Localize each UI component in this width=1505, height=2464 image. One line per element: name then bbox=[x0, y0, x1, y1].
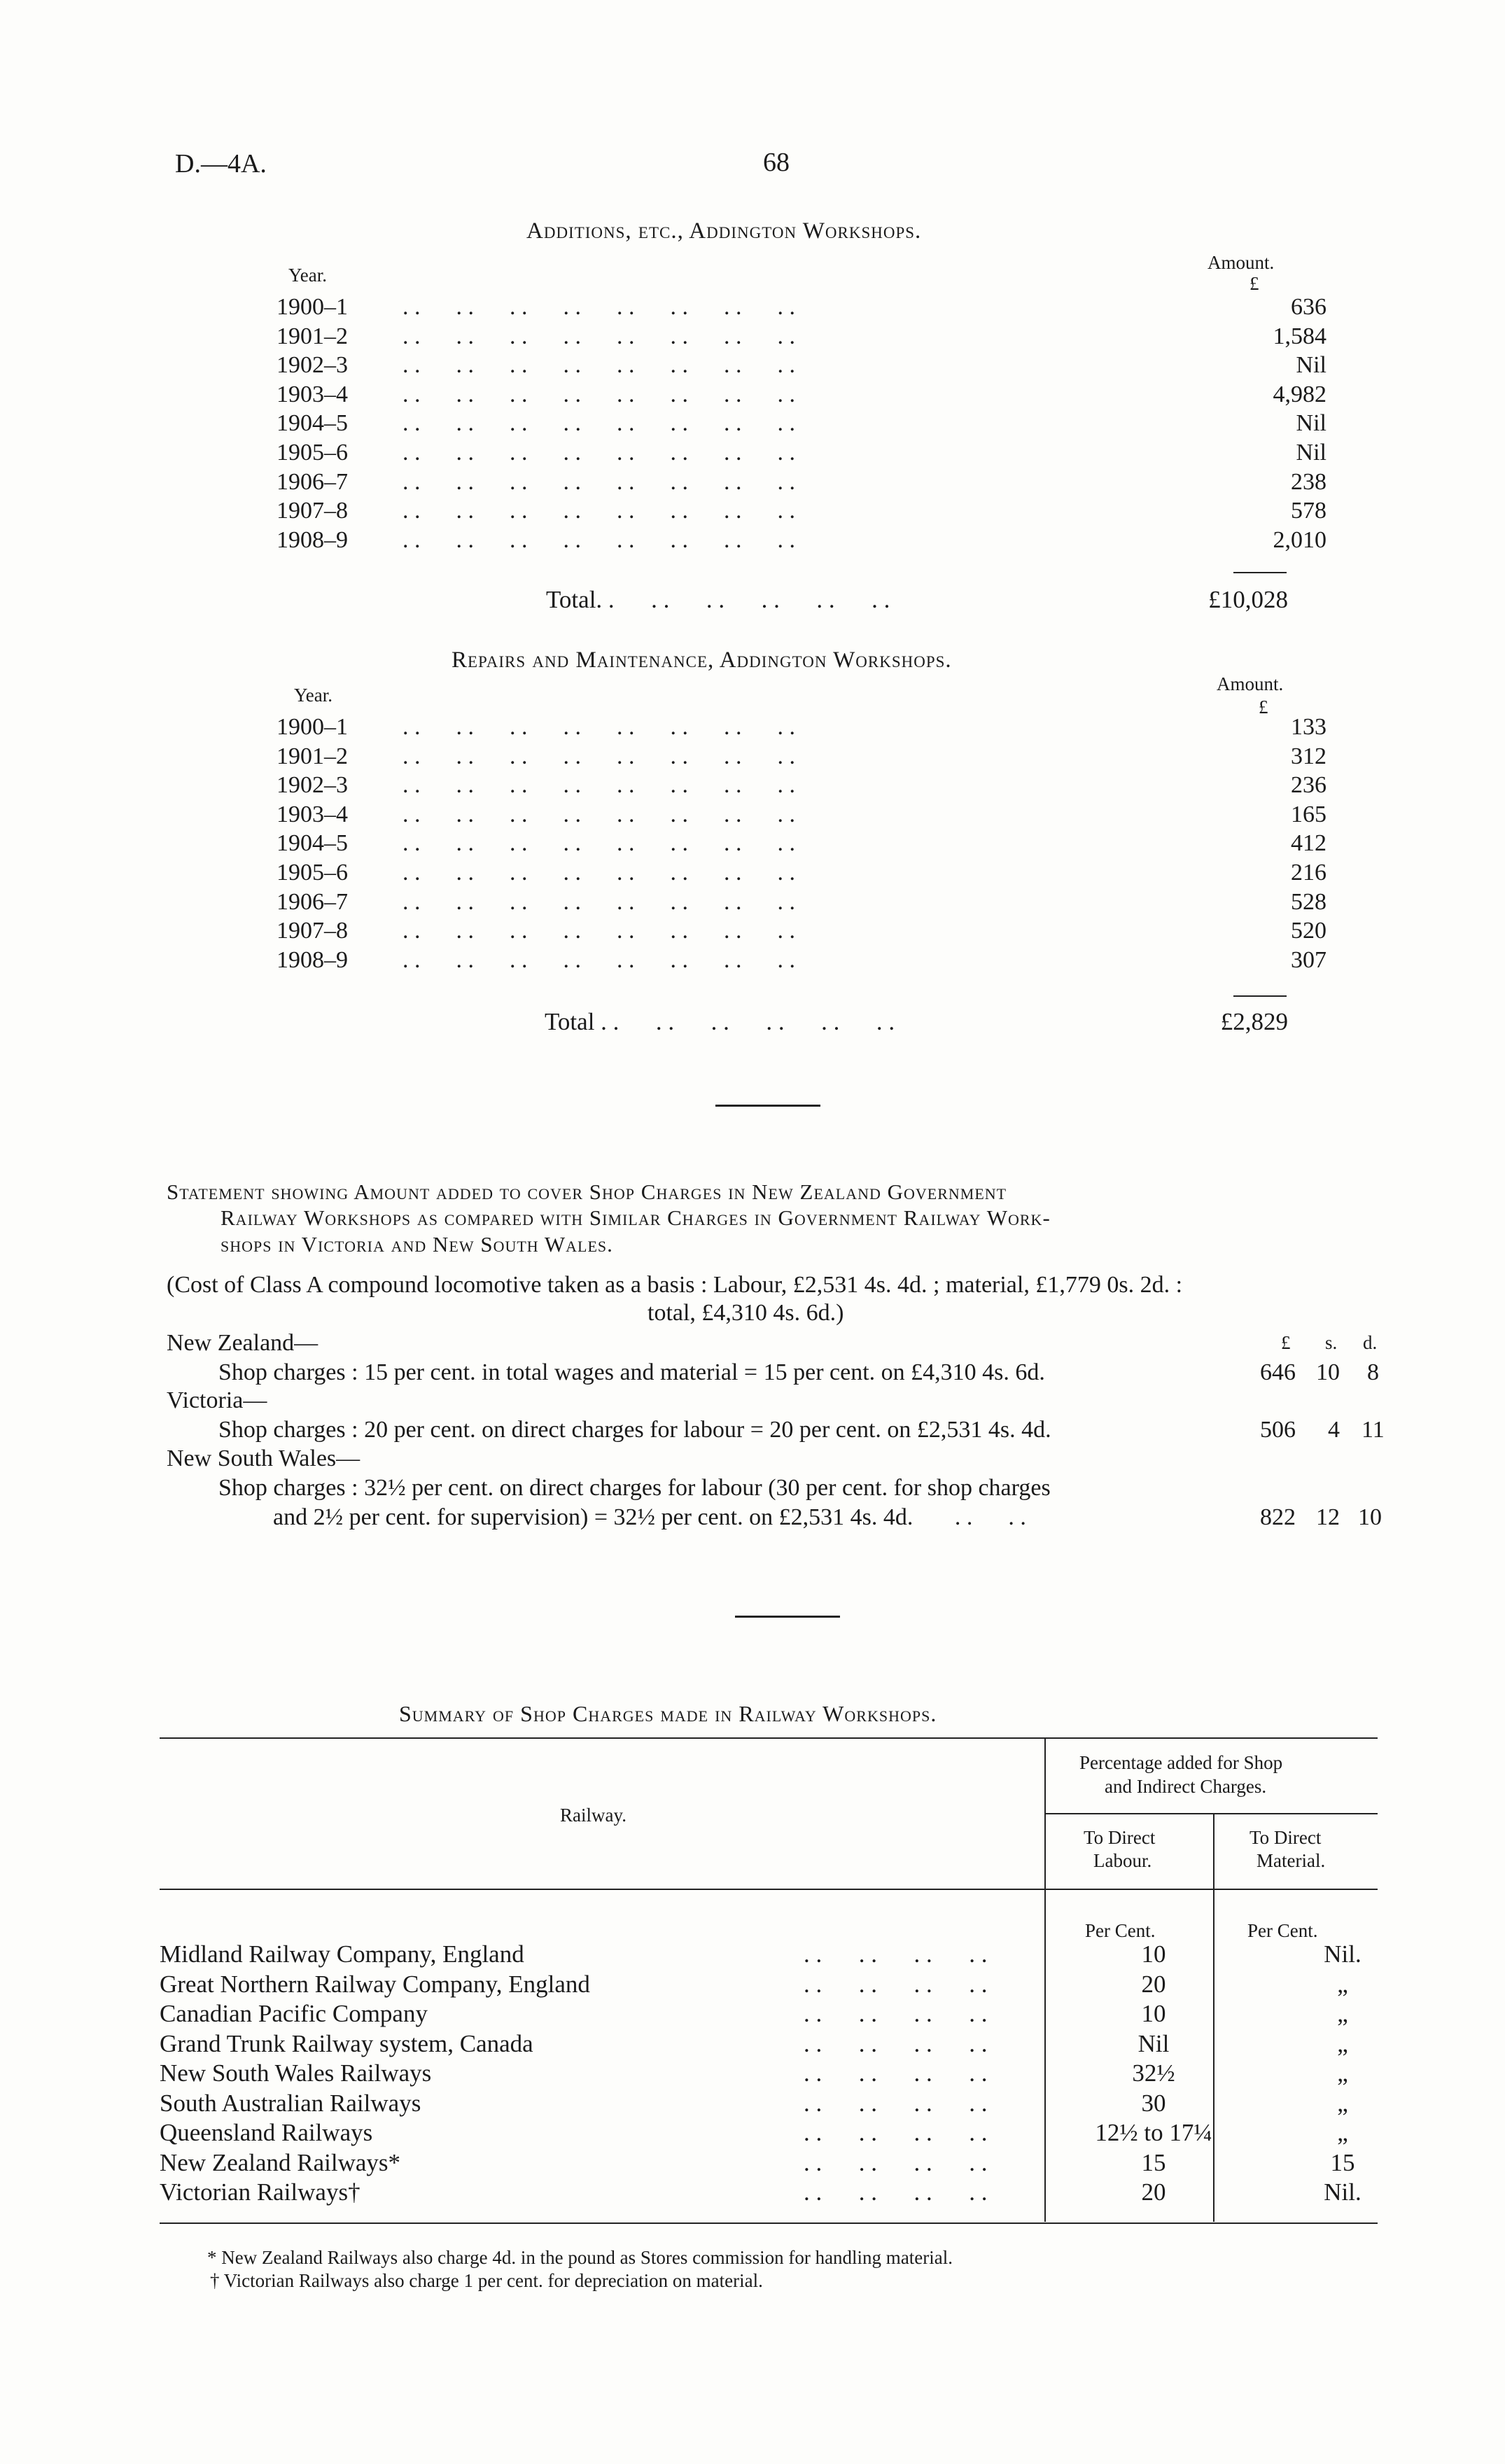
additions-leader-dots: . . . . . . . . . . . . . . . . bbox=[402, 323, 795, 349]
railway-name: Great Northern Railway Company, England bbox=[160, 1970, 590, 1998]
vic-text: Shop charges : 20 per cent. on direct charges for labour = 20 per cent. on £2,531 4s. 4d. bbox=[218, 1417, 1051, 1443]
nz-label: New Zealand— bbox=[167, 1330, 318, 1356]
vic-pence: 11 bbox=[1362, 1417, 1385, 1443]
additions-amount: 578 bbox=[1291, 498, 1326, 524]
direct-labour-value: 30 bbox=[1141, 2089, 1166, 2117]
railway-name: Midland Railway Company, England bbox=[160, 1940, 524, 1968]
repairs-year: 1900–1 bbox=[276, 714, 348, 740]
unit-material: Per Cent. bbox=[1247, 1920, 1318, 1941]
summary-leader-dots: . . . . . . . . bbox=[804, 2178, 988, 2206]
railway-name: Grand Trunk Railway system, Canada bbox=[160, 2029, 533, 2057]
repairs-amount: 412 bbox=[1291, 830, 1326, 857]
repairs-leader-dots: . . . . . . . . . . . . . . . . bbox=[402, 801, 795, 827]
repairs-leader-dots: . . . . . . . . . . . . . . . . bbox=[402, 830, 795, 857]
repairs-leader-dots: . . . . . . . . . . . . . . . . bbox=[402, 743, 795, 769]
additions-leader-dots: . . . . . . . . . . . . . . . . bbox=[402, 410, 795, 437]
col-pounds: £ bbox=[1281, 1332, 1291, 1353]
repairs-unit: £ bbox=[1259, 696, 1268, 718]
additions-year: 1900–1 bbox=[276, 294, 348, 320]
additions-amount-label: Amount. bbox=[1208, 252, 1275, 273]
railway-name: Queensland Railways bbox=[160, 2119, 373, 2146]
summary-group-rule bbox=[1044, 1813, 1378, 1814]
direct-material-value: 15 bbox=[1330, 2148, 1355, 2176]
nz-pounds: 646 bbox=[1260, 1359, 1296, 1385]
repairs-row bbox=[276, 714, 1326, 743]
additions-row bbox=[276, 527, 1326, 556]
unit-labour: Per Cent. bbox=[1085, 1920, 1156, 1941]
col-material-line1: To Direct bbox=[1250, 1827, 1322, 1848]
additions-row bbox=[276, 410, 1326, 440]
additions-amount: 2,010 bbox=[1273, 526, 1326, 553]
col-railway: Railway. bbox=[560, 1805, 626, 1826]
repairs-total-rule bbox=[1233, 995, 1287, 997]
vic-pounds: 506 bbox=[1260, 1417, 1296, 1443]
additions-total-row: Total. . . . . . . . . . . . £10,028 bbox=[546, 586, 1288, 613]
direct-labour-value: 20 bbox=[1141, 1970, 1166, 1998]
col-group-line2: and Indirect Charges. bbox=[1105, 1776, 1267, 1797]
statement-basis-line1: (Cost of Class A compound locomotive taken as a basis : Labour, £2,531 4s. 4d. ; material, £1,779 0s. 2d. : bbox=[167, 1272, 1183, 1298]
repairs-row bbox=[276, 743, 1326, 773]
repairs-year-label: Year. bbox=[294, 685, 333, 706]
additions-row bbox=[276, 469, 1326, 498]
summary-leader-dots: . . . . . . . . bbox=[804, 1970, 988, 1998]
direct-material-value: „ bbox=[1337, 2029, 1348, 2057]
railway-name: New Zealand Railways* bbox=[160, 2148, 401, 2176]
repairs-total-label: Total bbox=[545, 1008, 595, 1035]
nsw-text-line2: and 2½ per cent. for supervision) = 32½ per cent. on £2,531 4s. 4d. . . . . bbox=[273, 1504, 1026, 1530]
direct-material-value: „ bbox=[1337, 2059, 1348, 2087]
statement-title-line1: Statement showing Amount added to cover Shop Charges in New Zealand Government bbox=[167, 1180, 1007, 1204]
summary-leader-dots: . . . . . . . . bbox=[804, 2029, 988, 2057]
additions-amount: Nil bbox=[1296, 410, 1326, 437]
additions-year-label: Year. bbox=[288, 265, 328, 286]
direct-labour-value: 20 bbox=[1141, 2178, 1166, 2206]
repairs-amount: 520 bbox=[1291, 918, 1326, 944]
repairs-leader-dots: . . . . . . . . . . . . . . . . bbox=[402, 888, 795, 915]
nsw-shillings: 12 bbox=[1316, 1504, 1340, 1530]
additions-leader-dots: . . . . . . . . . . . . . . . . bbox=[402, 526, 795, 553]
summary-row bbox=[160, 1970, 1385, 2000]
additions-amount: 4,982 bbox=[1273, 381, 1326, 407]
additions-total-value: £10,028 bbox=[1208, 586, 1288, 613]
summary-leader-dots: . . . . . . . . bbox=[804, 2148, 988, 2176]
summary-row bbox=[160, 2119, 1385, 2148]
additions-amount: 1,584 bbox=[1273, 323, 1326, 349]
repairs-leader-dots: . . . . . . . . . . . . . . . . bbox=[402, 714, 795, 740]
col-labour-line1: To Direct bbox=[1084, 1827, 1156, 1848]
nsw-text-line1: Shop charges : 32½ per cent. on direct charges for labour (30 per cent. for shop charges bbox=[218, 1475, 1051, 1501]
additions-amount: Nil bbox=[1296, 440, 1326, 465]
summary-bottom-rule bbox=[160, 2222, 1378, 2224]
summary-row bbox=[160, 2149, 1385, 2178]
additions-row bbox=[276, 498, 1326, 527]
additions-amount: Nil bbox=[1296, 352, 1326, 379]
repairs-row bbox=[276, 860, 1326, 889]
direct-labour-value: Nil bbox=[1138, 2029, 1170, 2057]
additions-row bbox=[276, 382, 1326, 411]
additions-year: 1908–9 bbox=[276, 526, 348, 553]
repairs-amount: 165 bbox=[1291, 801, 1326, 827]
document-reference: D.—4A. bbox=[175, 149, 267, 178]
section-divider-2 bbox=[735, 1616, 840, 1618]
railway-name: South Australian Railways bbox=[160, 2089, 421, 2117]
repairs-total-value: £2,829 bbox=[1220, 1008, 1288, 1035]
additions-year: 1907–8 bbox=[276, 498, 348, 524]
summary-row bbox=[160, 2178, 1385, 2208]
repairs-total-row: Total . . . . . . . . . . . . £2,829 bbox=[545, 1008, 1288, 1035]
additions-year: 1902–3 bbox=[276, 352, 348, 379]
additions-title: Additions, etc., Addington Workshops. bbox=[526, 218, 922, 244]
page-number: 68 bbox=[763, 148, 790, 177]
repairs-year: 1905–6 bbox=[276, 860, 348, 886]
additions-leader-dots: . . . . . . . . . . . . . . . . bbox=[402, 294, 795, 320]
additions-year: 1906–7 bbox=[276, 468, 348, 495]
additions-year: 1904–5 bbox=[276, 410, 348, 437]
repairs-year: 1907–8 bbox=[276, 918, 348, 944]
summary-row bbox=[160, 1940, 1385, 1970]
direct-labour-value: 10 bbox=[1141, 1940, 1166, 1968]
repairs-leader-dots: . . . . . . . . . . . . . . . . bbox=[402, 860, 795, 886]
footnote-2: † Victorian Railways also charge 1 per cent. for depreciation on material. bbox=[210, 2270, 763, 2291]
repairs-row bbox=[276, 918, 1326, 947]
summary-top-rule bbox=[160, 1737, 1378, 1739]
repairs-row bbox=[276, 802, 1326, 831]
summary-row bbox=[160, 2059, 1385, 2089]
repairs-amount: 216 bbox=[1291, 860, 1326, 886]
additions-year: 1905–6 bbox=[276, 440, 348, 465]
nsw-text-line2-content: and 2½ per cent. for supervision) = 32½ per cent. on £2,531 4s. 4d. bbox=[273, 1504, 913, 1530]
repairs-leader-dots: . . . . . . . . . . . . . . . . bbox=[402, 946, 795, 973]
col-material-line2: Material. bbox=[1256, 1850, 1326, 1871]
railway-name: Canadian Pacific Company bbox=[160, 2000, 428, 2027]
additions-row bbox=[276, 440, 1326, 469]
direct-material-value: „ bbox=[1337, 2119, 1348, 2146]
nz-pence: 8 bbox=[1367, 1359, 1379, 1385]
statement-basis-line2: total, £4,310 4s. 6d.) bbox=[648, 1300, 844, 1326]
repairs-title: Repairs and Maintenance, Addington Workshops. bbox=[451, 648, 952, 673]
direct-material-value: „ bbox=[1337, 2089, 1348, 2117]
nz-text: Shop charges : 15 per cent. in total wages and material = 15 per cent. on £4,310 4s. 6d. bbox=[218, 1359, 1045, 1385]
additions-row bbox=[276, 294, 1326, 323]
direct-material-value: „ bbox=[1337, 1970, 1348, 1998]
repairs-row bbox=[276, 830, 1326, 860]
summary-row bbox=[160, 2030, 1385, 2059]
additions-leader-dots: . . . . . . . . . . . . . . . . bbox=[402, 440, 795, 465]
summary-leader-dots: . . . . . . . . bbox=[804, 2119, 988, 2146]
direct-labour-value: 32½ bbox=[1132, 2059, 1175, 2087]
nsw-label: New South Wales— bbox=[167, 1446, 360, 1471]
additions-amount: 238 bbox=[1291, 468, 1326, 495]
nsw-pence: 10 bbox=[1358, 1504, 1382, 1530]
vic-shillings: 4 bbox=[1328, 1417, 1340, 1443]
direct-labour-value: 10 bbox=[1141, 2000, 1166, 2027]
col-labour-line2: Labour. bbox=[1093, 1850, 1152, 1871]
additions-amount: 636 bbox=[1291, 294, 1326, 320]
direct-material-value: Nil. bbox=[1324, 1940, 1362, 1968]
col-shillings: s. bbox=[1325, 1332, 1338, 1353]
repairs-leader-dots: . . . . . . . . . . . . . . . . bbox=[402, 772, 795, 799]
direct-labour-value: 12½ to 17¼ bbox=[1095, 2119, 1212, 2146]
repairs-year: 1901–2 bbox=[276, 743, 348, 769]
statement-title-line2: Railway Workshops as compared with Similar Charges in Government Railway Work- bbox=[220, 1205, 1051, 1230]
repairs-amount-label: Amount. bbox=[1217, 673, 1284, 694]
summary-row bbox=[160, 2090, 1385, 2119]
additions-leader-dots: . . . . . . . . . . . . . . . . bbox=[402, 468, 795, 495]
repairs-row bbox=[276, 772, 1326, 802]
additions-unit: £ bbox=[1250, 273, 1259, 294]
additions-row bbox=[276, 323, 1326, 353]
repairs-leader-dots: . . . . . . . . . . . . . . . . bbox=[402, 918, 795, 944]
col-group-line1: Percentage added for Shop bbox=[1079, 1752, 1283, 1773]
repairs-amount: 307 bbox=[1291, 946, 1326, 973]
statement-title-line3: shops in Victoria and New South Wales. bbox=[220, 1232, 613, 1256]
repairs-year: 1903–4 bbox=[276, 801, 348, 827]
railway-name: Victorian Railways† bbox=[160, 2178, 360, 2206]
summary-leader-dots: . . . . . . . . bbox=[804, 1940, 988, 1968]
repairs-year: 1906–7 bbox=[276, 888, 348, 915]
repairs-amount: 528 bbox=[1291, 888, 1326, 915]
repairs-row bbox=[276, 947, 1326, 976]
repairs-amount: 236 bbox=[1291, 772, 1326, 799]
repairs-amount: 312 bbox=[1291, 743, 1326, 769]
repairs-year: 1908–9 bbox=[276, 946, 348, 973]
col-pence: d. bbox=[1363, 1332, 1378, 1353]
additions-leader-dots: . . . . . . . . . . . . . . . . bbox=[402, 498, 795, 524]
direct-labour-value: 15 bbox=[1141, 2148, 1166, 2176]
additions-total-label: Total bbox=[546, 586, 596, 613]
additions-row bbox=[276, 352, 1326, 382]
section-divider bbox=[715, 1105, 820, 1107]
nsw-pounds: 822 bbox=[1260, 1504, 1296, 1530]
additions-total-rule bbox=[1233, 572, 1287, 573]
repairs-amount: 133 bbox=[1291, 714, 1326, 740]
additions-leader-dots: . . . . . . . . . . . . . . . . bbox=[402, 352, 795, 379]
repairs-row bbox=[276, 889, 1326, 918]
additions-year: 1903–4 bbox=[276, 381, 348, 407]
railway-name: New South Wales Railways bbox=[160, 2059, 432, 2087]
nz-shillings: 10 bbox=[1316, 1359, 1340, 1385]
summary-leader-dots: . . . . . . . . bbox=[804, 2089, 988, 2117]
repairs-year: 1902–3 bbox=[276, 772, 348, 799]
summary-header-rule bbox=[160, 1889, 1378, 1890]
additions-year: 1901–2 bbox=[276, 323, 348, 349]
direct-material-value: „ bbox=[1337, 2000, 1348, 2027]
repairs-year: 1904–5 bbox=[276, 830, 348, 857]
summary-title: Summary of Shop Charges made in Railway Workshops. bbox=[399, 1701, 937, 1726]
summary-leader-dots: . . . . . . . . bbox=[804, 2059, 988, 2087]
footnote-1: * New Zealand Railways also charge 4d. in the pound as Stores commission for handling material. bbox=[207, 2247, 953, 2268]
summary-row bbox=[160, 2000, 1385, 2029]
additions-leader-dots: . . . . . . . . . . . . . . . . bbox=[402, 381, 795, 407]
vic-label: Victoria— bbox=[167, 1387, 267, 1413]
summary-leader-dots: . . . . . . . . bbox=[804, 2000, 988, 2027]
direct-material-value: Nil. bbox=[1324, 2178, 1362, 2206]
